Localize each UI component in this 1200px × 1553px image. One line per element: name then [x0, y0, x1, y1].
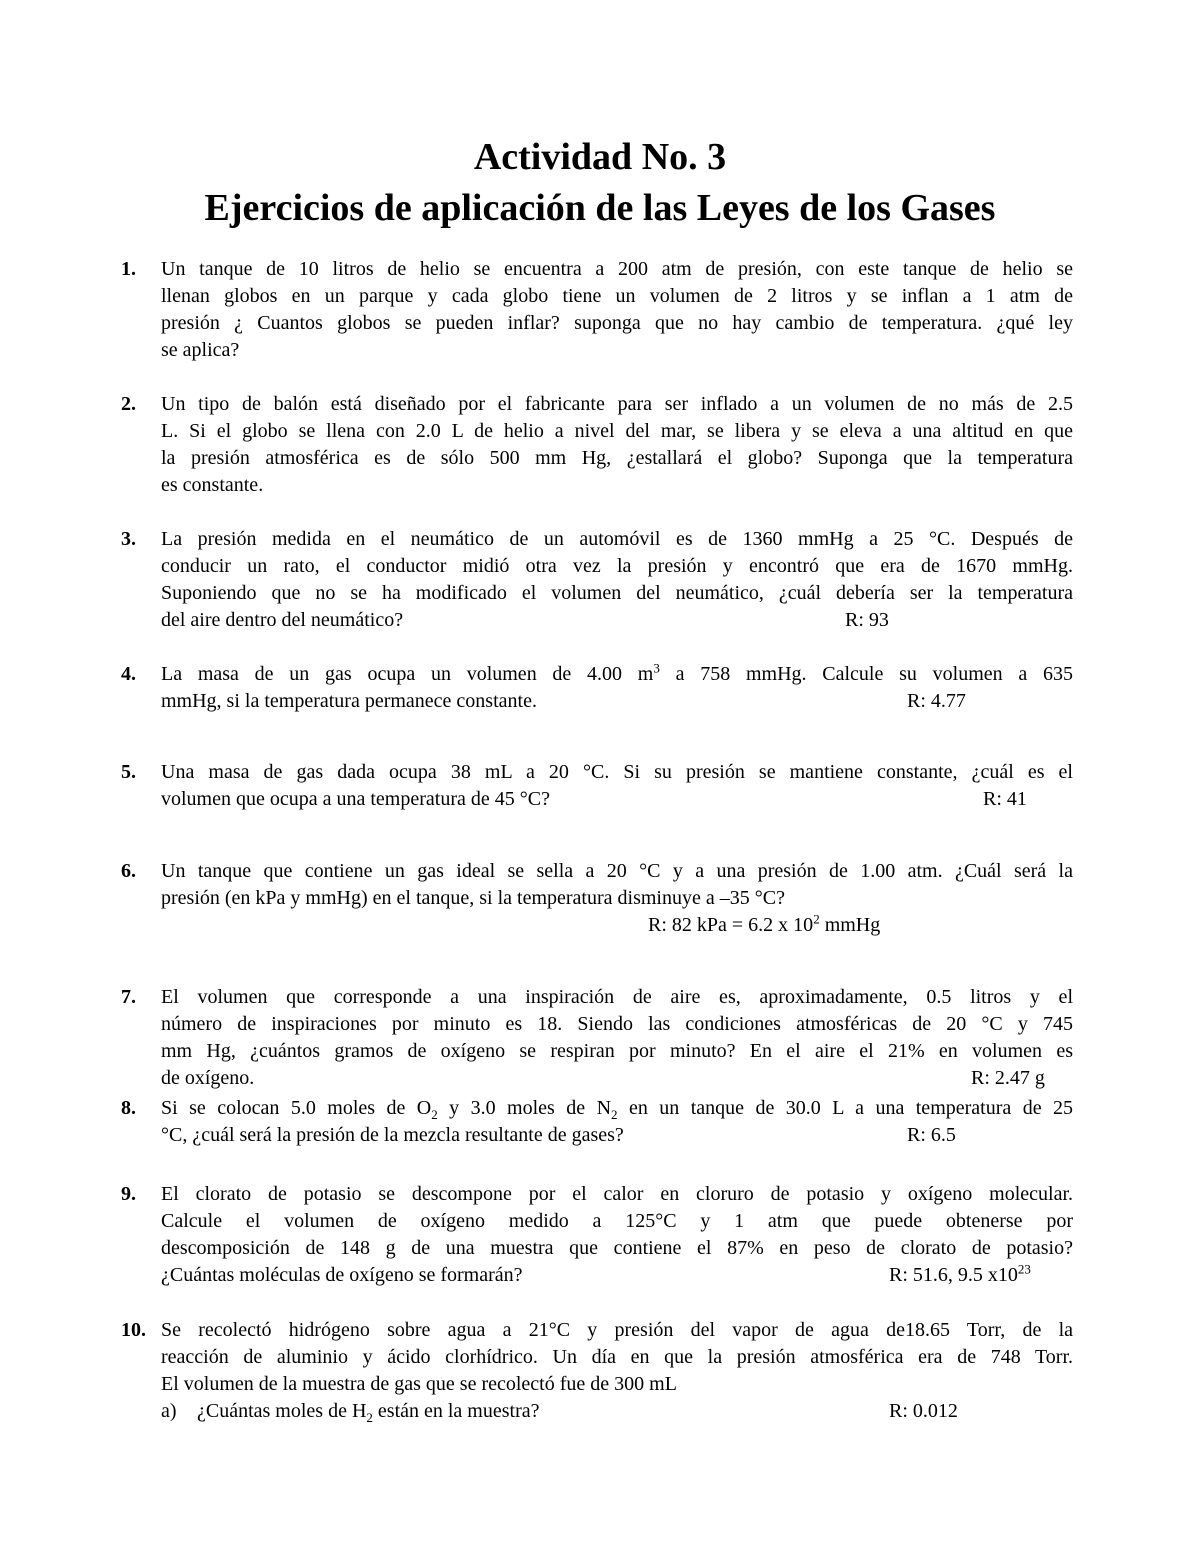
exercise-number: 5. [121, 761, 136, 783]
exercise-answer: R: 0.012 [889, 1400, 958, 1422]
exercise-number: 8. [121, 1097, 136, 1119]
exercise-answer: R: 6.5 [907, 1124, 956, 1146]
exercise-text: están en la muestra? [372, 1400, 540, 1422]
exercise-text-line: Suponiendo que no se ha modificado el volumen del neumático, ¿cuál debería ser la temperatura [161, 582, 1073, 604]
exercise-answer: R: 2.47 g [971, 1067, 1045, 1089]
exercise-number: 10. [121, 1319, 146, 1341]
exercise-text: volumen que ocupa a una temperatura de 45 °C? [161, 788, 550, 810]
exercise-text: a 758 mmHg. Calcule su volumen a 635 [659, 663, 1073, 685]
exercise-text: ¿Cuántas moles de H [197, 1400, 367, 1422]
exercise-text-line: reacción de aluminio y ácido clorhídrico. Un día en que la presión atmosférica era de 748 Torr. [161, 1346, 1073, 1368]
exercise-number: 1. [121, 258, 136, 280]
exercise-text-line: Calcule el volumen de oxígeno medido a 125°C y 1 atm que puede obtenerse por [161, 1210, 1073, 1232]
answer-text: R: 82 kPa = 6.2 x 10 [648, 914, 814, 936]
exercise-number: 2. [121, 393, 136, 415]
sub-question-label: a) [161, 1400, 177, 1422]
subscript: 2 [366, 1410, 373, 1425]
exercise-text-line [161, 1262, 1073, 1289]
sub-question-text [197, 1398, 540, 1425]
exercise-text-line [161, 1095, 1073, 1122]
exercise-text: Si se colocan 5.0 moles de O [161, 1097, 432, 1119]
exercise-text-line: presión (en kPa y mmHg) en el tanque, si la temperatura disminuye a –35 °C? [161, 887, 785, 909]
exercise-text-line: El clorato de potasio se descompone por el calor en cloruro de potasio y oxígeno molecular. [161, 1183, 1073, 1205]
exercise-text-line [161, 607, 1073, 634]
exercise-text: ¿Cuántas moléculas de oxígeno se formarán? [161, 1264, 523, 1286]
exercise-text-line: se aplica? [161, 339, 240, 361]
answer-text: mmHg [819, 914, 881, 936]
exercise-text: de oxígeno. [161, 1067, 255, 1089]
page-title: Actividad No. 3 [473, 136, 727, 178]
exercise-number: 3. [121, 528, 136, 550]
superscript: 23 [1017, 1261, 1031, 1277]
exercise-text-line [161, 912, 1073, 939]
exercise-answer [889, 1262, 1031, 1289]
exercise-text-line: Un tanque que contiene un gas ideal se sella a 20 °C y a una presión de 1.00 atm. ¿Cuál será la [161, 860, 1073, 882]
exercise-answer: R: 93 [845, 609, 889, 631]
exercise-text-line [161, 1065, 1073, 1092]
exercise-number: 9. [121, 1183, 136, 1205]
exercise-text-line [161, 1122, 1073, 1149]
exercise-text-line: La presión medida en el neumático de un automóvil es de 1360 mmHg a 25 °C. Después de [161, 528, 1073, 550]
exercise-text-line: El volumen que corresponde a una inspiración de aire es, aproximadamente, 0.5 litros y el [161, 986, 1073, 1008]
exercise-text-line: llenan globos en un parque y cada globo tiene un volumen de 2 litros y se inflan a 1 atm de [161, 285, 1073, 307]
exercise-text: en un tanque de 30.0 L a una temperatura de 25 [617, 1097, 1074, 1119]
exercise-text: La masa de un gas ocupa un volumen de 4.00 m [161, 663, 654, 685]
superscript: 3 [653, 660, 660, 676]
exercise-answer [648, 912, 880, 939]
exercise-number: 4. [121, 663, 136, 685]
subscript: 2 [431, 1107, 438, 1122]
exercise-text-line: conducir un rato, el conductor midió otra vez la presión y encontró que era de 1670 mmHg. [161, 555, 1073, 577]
subscript: 2 [611, 1107, 618, 1122]
exercise-text-line: Un tanque de 10 litros de helio se encuentra a 200 atm de presión, con este tanque de helio se [161, 258, 1073, 280]
exercise-text-line: número de inspiraciones por minuto es 18. Siendo las condiciones atmosféricas de 20 °C y 745 [161, 1013, 1073, 1035]
exercise-text-line [161, 661, 1073, 688]
exercise-answer: R: 41 [983, 788, 1027, 810]
exercise-text-line: Una masa de gas dada ocupa 38 mL a 20 °C. Si su presión se mantiene constante, ¿cuál es el [161, 761, 1073, 783]
exercise-text: mmHg, si la temperatura permanece constante. [161, 690, 537, 712]
exercise-text-line: Se recolectó hidrógeno sobre agua a 21°C y presión del vapor de agua de18.65 Torr, de la [161, 1319, 1073, 1341]
exercise-text-line: presión ¿ Cuantos globos se pueden inflar? suponga que no hay cambio de temperatura. ¿qué ley [161, 312, 1073, 334]
exercise-text: y 3.0 moles de N [437, 1097, 612, 1119]
exercise-text-line: descomposición de 148 g de una muestra que contiene el 87% en peso de clorato de potasio? [161, 1237, 1073, 1259]
page-subtitle: Ejercicios de aplicación de las Leyes de los Gases [204, 187, 996, 229]
exercise-answer: R: 4.77 [907, 690, 966, 712]
exercise-text-line: Un tipo de balón está diseñado por el fabricante para ser inflado a un volumen de no más de 2.5 [161, 393, 1073, 415]
answer-text: R: 51.6, 9.5 x10 [889, 1264, 1018, 1286]
exercise-number: 6. [121, 860, 136, 882]
exercise-text: °C, ¿cuál será la presión de la mezcla resultante de gases? [161, 1124, 624, 1146]
exercise-text-line [161, 786, 1073, 813]
exercise-text-line: mm Hg, ¿cuántos gramos de oxígeno se respiran por minuto? En el aire el 21% en volumen es [161, 1040, 1073, 1062]
exercise-text-line: L. Si el globo se llena con 2.0 L de helio a nivel del mar, se libera y se eleva a una altitud en que [161, 420, 1073, 442]
exercise-text-line: El volumen de la muestra de gas que se recolectó fue de 300 mL [161, 1373, 677, 1395]
exercise-number: 7. [121, 986, 136, 1008]
exercise-text-line [161, 688, 1073, 715]
superscript: 2 [813, 911, 820, 927]
exercise-text: del aire dentro del neumático? [161, 609, 404, 631]
exercise-text-line: la presión atmosférica es de sólo 500 mm Hg, ¿estallará el globo? Suponga que la temperatura [161, 447, 1073, 469]
exercise-text-line: es constante. [161, 474, 264, 496]
sub-question-a [161, 1398, 1073, 1425]
